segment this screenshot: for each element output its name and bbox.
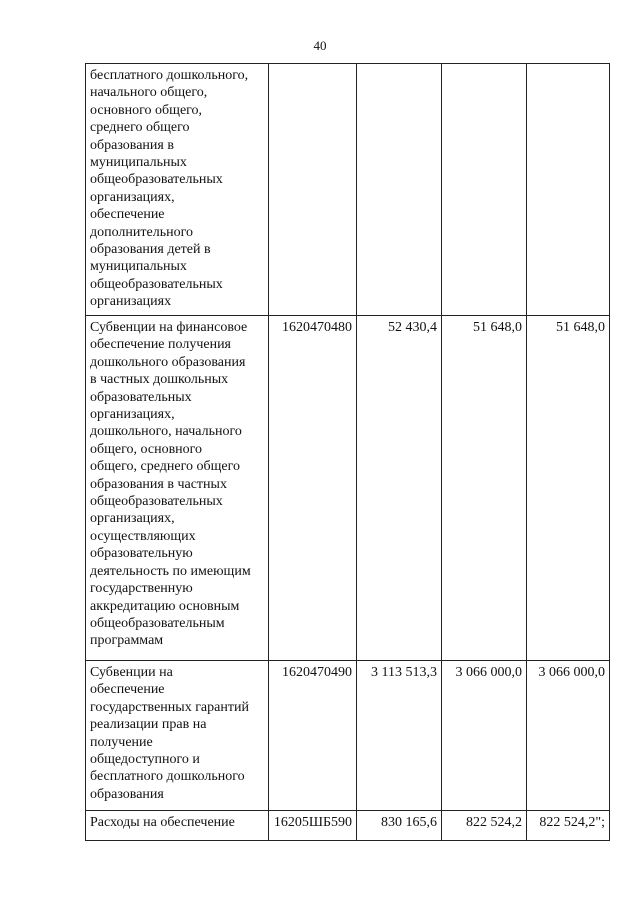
row-code-cell [269, 64, 357, 316]
row-name-cell [86, 64, 269, 316]
row-code-cell: 1620470490 [269, 661, 357, 811]
table-row [86, 811, 610, 841]
row-value-2-cell: 3 066 000,0 [442, 661, 527, 811]
row-code-cell: 1620470480 [269, 316, 357, 661]
row-name: Субвенции на обеспечение государственных гарантий реализации прав на получение общедоступного и бесплатного дошкольного образования [90, 665, 249, 802]
row-value-3-cell: 51 648,0 [527, 316, 610, 661]
table-row [86, 661, 610, 811]
row-value-1-cell: 3 113 513,3 [357, 661, 442, 811]
row-value-1-cell: 52 430,4 [357, 316, 442, 661]
row-value-2-cell: 822 524,2 [442, 811, 527, 841]
row-name: Субвенции на финансовое обеспечение получения дошкольного образования в частных дошкольных образовательных организациях, дошкольного, начального общего, основного общего, среднего общего образования в частных общеобразовательных организациях, осуществляющих образовательную деятельность по имеющим государственную аккредитацию основным общеобразовательным программам [90, 320, 251, 649]
budget-table [85, 63, 610, 841]
row-name-cell [86, 316, 269, 661]
row-name: бесплатного дошкольного, начального общего, основного общего, среднего общего образования в муниципальных общеобразовательных организациях, обеспечение дополнительного образования детей в муниципальных общеобразовательных организациях [90, 68, 249, 310]
row-value-2-cell: 51 648,0 [442, 316, 527, 661]
row-name-cell [86, 661, 269, 811]
table-row [86, 316, 610, 661]
row-value-1-cell [357, 64, 442, 316]
row-value-3-cell: 822 524,2"; [527, 811, 610, 841]
row-code-cell: 16205ШБ590 [269, 811, 357, 841]
row-value-1-cell: 830 165,6 [357, 811, 442, 841]
row-value-2-cell [442, 64, 527, 316]
row-name: Расходы на обеспечение [90, 815, 235, 830]
row-value-3-cell [527, 64, 610, 316]
row-value-3-cell: 3 066 000,0 [527, 661, 610, 811]
table-row [86, 64, 610, 316]
row-name-cell [86, 811, 269, 841]
page-number: 40 [313, 38, 327, 53]
